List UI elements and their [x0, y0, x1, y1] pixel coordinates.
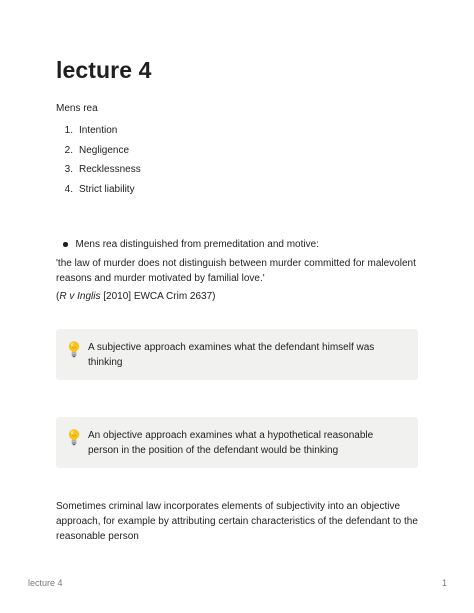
case-name: R v Inglis [59, 291, 101, 302]
bullet-item [56, 237, 418, 252]
list-number: 3. [64, 164, 73, 175]
list-item [56, 123, 418, 143]
list-item-text: Strict liability [79, 183, 135, 195]
list-item [56, 182, 418, 202]
footer-title: lecture 4 [28, 578, 63, 588]
document-page [56, 56, 418, 544]
callout-subjective [56, 329, 418, 380]
list-item-text: Intention [79, 125, 118, 136]
list-number: 2. [64, 144, 73, 156]
list-number: 4. [64, 183, 73, 195]
lightbulb-icon [66, 340, 82, 358]
citation-reference: [2010] EWCA Crim 2637) [100, 291, 216, 302]
list-number: 1. [64, 125, 73, 136]
citation-open: ( [56, 291, 60, 302]
lightbulb-icon [66, 428, 82, 446]
bullet-item-text: Mens rea distinguished from premeditation and motive: [75, 239, 319, 250]
callout-text: An objective approach examines what a hypothetical reasonable person in the position of the defendant would be thinking [88, 430, 374, 456]
list-item-text: Negligence [79, 144, 130, 156]
callout-objective [56, 417, 418, 468]
case-quote: 'the law of murder does not distinguish between murder committed for malevolent reasons and murder motivated by familial love.' [56, 258, 416, 284]
callout-text: A subjective approach examines what the defendant himself was thinking [88, 342, 375, 368]
bulleted-list [56, 237, 418, 252]
bullet-icon [63, 242, 68, 247]
case-citation [56, 289, 418, 304]
list-item-text: Recklessness [79, 164, 141, 175]
numbered-list [56, 123, 418, 201]
closing-paragraph: Sometimes criminal law incorporates elements of subjectivity into an objective approach, for example by attributing certain characteristics of the defendant to the reasonable person [56, 501, 418, 542]
page-title: lecture 4 [56, 57, 152, 83]
section-heading: Mens rea [56, 103, 98, 114]
list-item [56, 162, 418, 182]
page-number: 1 [441, 578, 447, 588]
list-item [56, 143, 418, 163]
